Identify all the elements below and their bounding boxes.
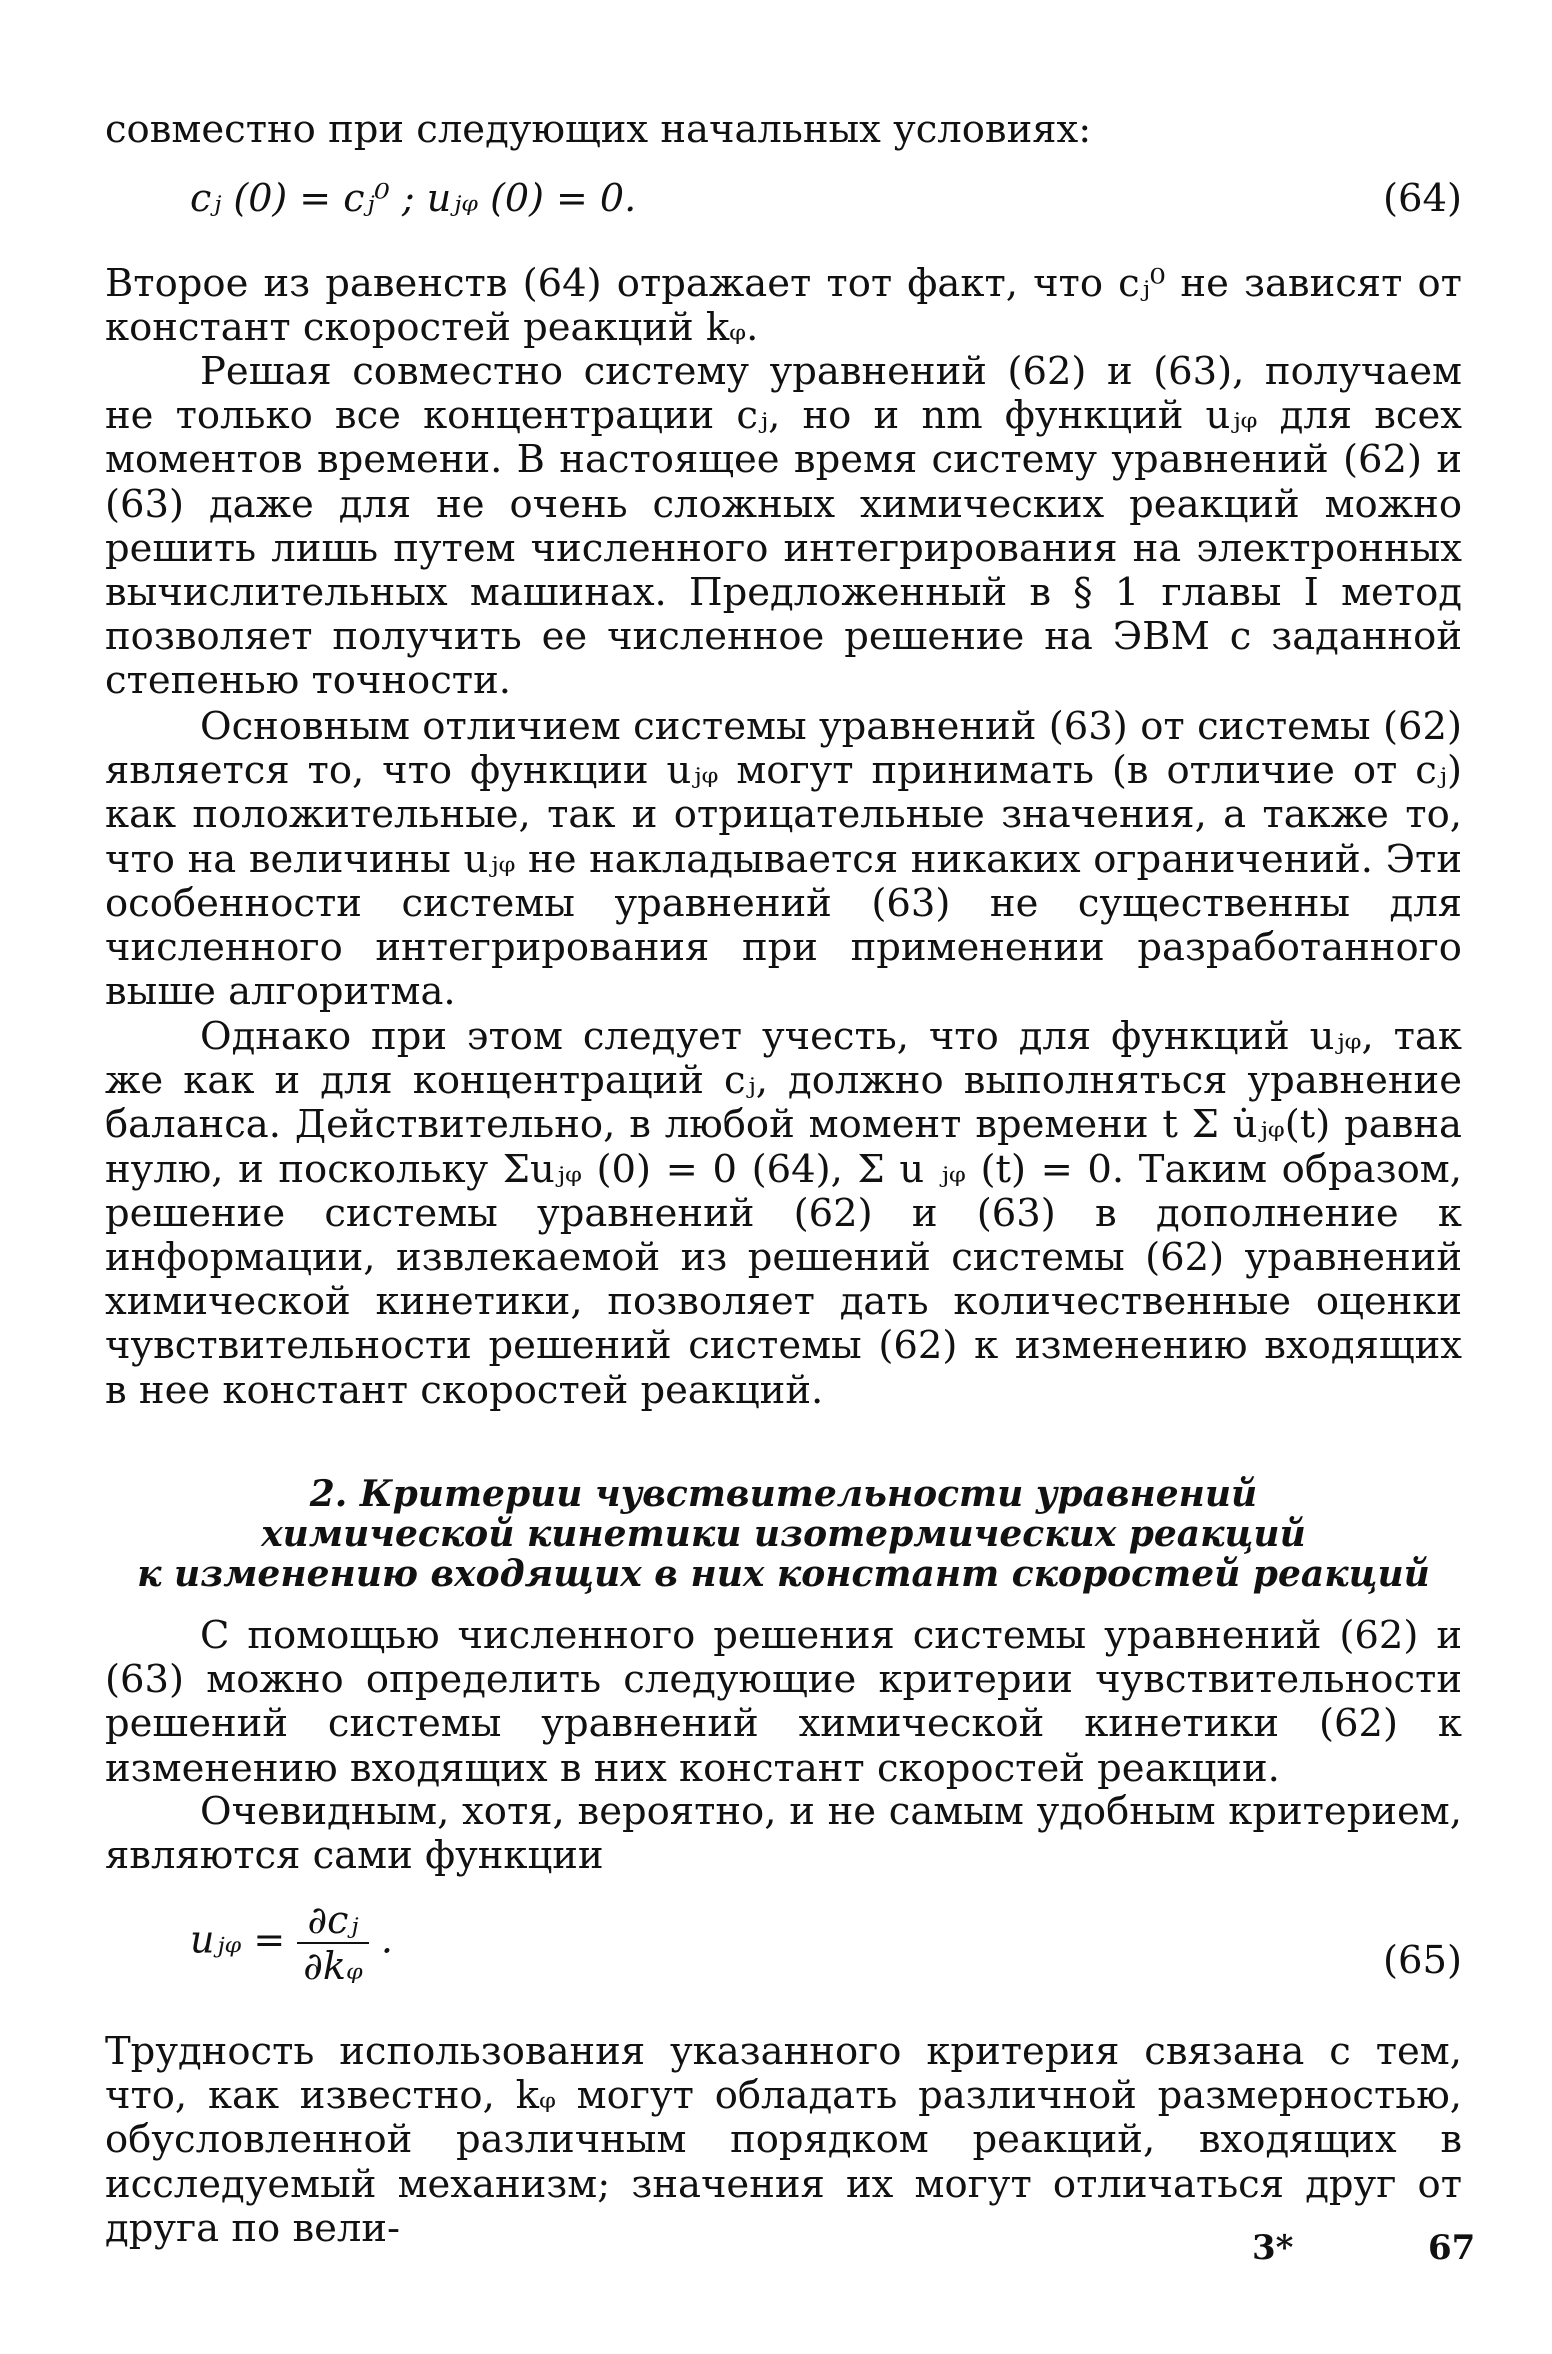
equation-65-fraction — [297, 1898, 368, 1988]
section-heading-line-2: химической кинетики изотермических реакций — [261, 1513, 1306, 1555]
paragraph-solving-system: Решая совместно систему уравнений (62) и (63), получаем не только все концентрации cⱼ, но и nm функций uⱼᵩ для всех моментов времени. В настоящее время систему уравнений (62) и (63) даже для не очень сложных химических реакций можно решить лишь путем численного интегрирования на электронных вычислительных машинах. Предложенный в § 1 главы I метод позволяет получить ее численное решение на ЭВМ с заданной степенью точности. — [105, 349, 1462, 704]
paragraph-numerical-solution: С помощью численного решения системы уравнений (62) и (63) можно определить следующие критерии чувствительности решений системы уравнений химической кинетики (62) к изменению входящих в них констант скоростей реакции. — [105, 1613, 1462, 1791]
equation-number-65: (65) — [1382, 1938, 1462, 1983]
paragraph-main-difference: Основным отличием системы уравнений (63) от системы (62) является то, что функции uⱼᵩ могут принимать (в отличие от cⱼ) как положительные, так и отрицательные значения, а также то, что на величины uⱼᵩ не накладывается никаких ограничений. Эти особенности системы уравнений (63) не существенны для численного интегрирования при применении разработанного выше алгоритма. — [105, 704, 1462, 1015]
text-line-initial-conditions: совместно при следующих начальных условиях: — [105, 107, 1092, 152]
equation-64: cⱼ (0) = cⱼ⁰ ; uⱼᵩ (0) = 0. — [190, 176, 637, 220]
paragraph-second-equality: Второе из равенств (64) отражает тот факт, что cⱼ⁰ не зависят от констант скоростей реакций kᵩ. — [105, 261, 1462, 351]
printer-signature: 3* — [1252, 2228, 1294, 2268]
equation-65-dot: . — [380, 1917, 393, 1962]
paragraph-balance-equation: Однако при этом следует учесть, что для функций uⱼᵩ, так же как и для концентраций cⱼ, должно выполняться уравнение баланса. Действительно, в любой момент времени t Σ u̇ⱼᵩ(t) равна нулю, и поскольку Σuⱼᵩ (0) = 0 (64), Σ u ⱼᵩ (t) = 0. Таким образом, решение системы уравнений (62) и (63) в дополнение к информации, извлекаемой из решений системы (62) уравнений химической кинетики, позволяет дать количественные оценки чувствительности решений системы (62) к изменению входящих в нее констант скоростей реакций. — [105, 1014, 1462, 1413]
equation-number-64: (64) — [1382, 176, 1462, 221]
page-number: 67 — [1428, 2228, 1476, 2268]
equation-65-numerator: ∂cⱼ — [297, 1898, 368, 1944]
equation-65-denominator: ∂kᵩ — [303, 1944, 363, 1988]
paragraph-criterion-difficulty: Трудность использования указанного критерия связана с тем, что, как известно, kᵩ могут обладать различной размерностью, обусловленной различным порядком реакций, входящих в исследуемый механизм; значения их могут отличаться друг от друга по вели- — [105, 2029, 1462, 2251]
section-heading-line-3: к изменению входящих в них констант скоростей реакций — [137, 1553, 1430, 1595]
equation-65-lhs: uⱼᵩ = — [190, 1917, 286, 1962]
section-heading-line-1: 2. Критерии чувствительности уравнений — [309, 1473, 1258, 1515]
paragraph-obvious-criterion: Очевидным, хотя, вероятно, и не самым удобным критерием, являются сами функции — [105, 1789, 1462, 1879]
equation-65 — [190, 1898, 393, 1988]
